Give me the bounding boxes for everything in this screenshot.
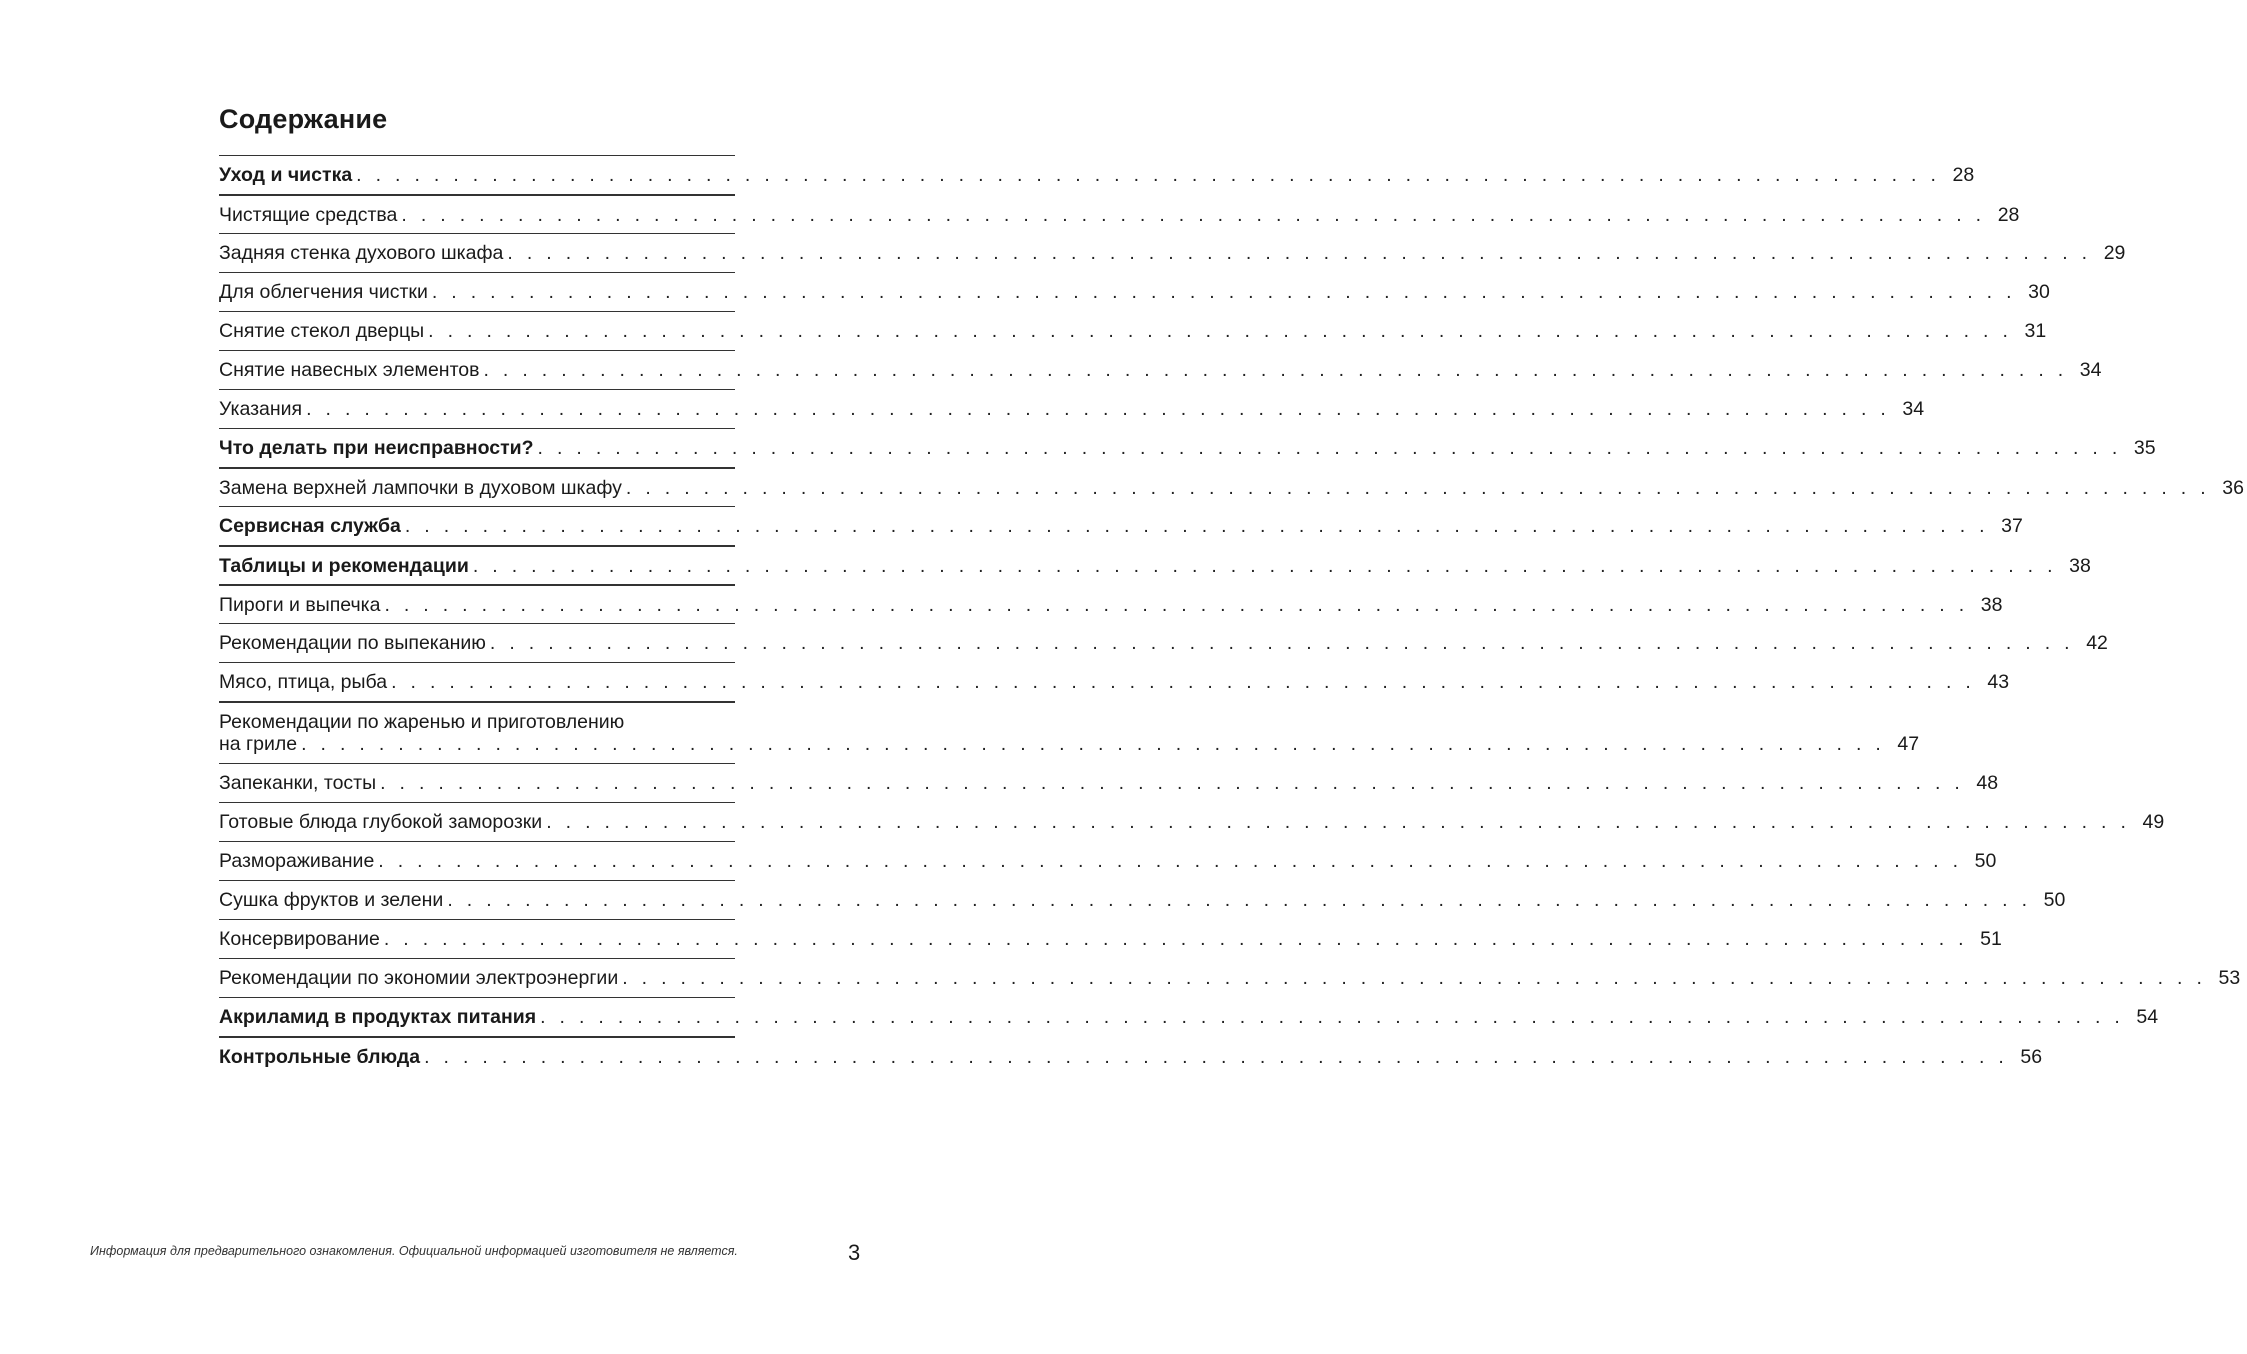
toc-page-number: 53 <box>2218 967 2241 989</box>
toc-page-number: 51 <box>1980 928 2002 950</box>
toc-entry-title: Таблицы и рекомендации <box>219 555 469 577</box>
toc-entry-title: Контрольные блюда <box>219 1046 421 1068</box>
toc-entry[interactable] <box>219 311 2047 350</box>
toc-entry[interactable] <box>219 802 2165 841</box>
toc-entry-title: Чистящие средства <box>219 204 398 226</box>
toc-page-number: 50 <box>1974 850 1997 872</box>
toc-entry[interactable] <box>219 272 2050 311</box>
toc-page-number: 34 <box>1902 398 1925 420</box>
toc-leader-dots: . . . . . . . . . . . . . . . . . . . . . . . . . . . . . . . . . . . . . . . . . . . . . . . . . . . . . . . . . . . . . . . . . . . . . . . . . . . . . . . . . . <box>625 477 2210 499</box>
toc-entry-title: Готовые блюда глубокой заморозки <box>219 811 543 833</box>
toc-leader-dots: . . . . . . . . . . . . . . . . . . . . . . . . . . . . . . . . . . . . . . . . . . . . . . . . . . . . . . . . . . . . . . . . . . . . . . . . . . . . . . . . . . <box>540 1006 2125 1028</box>
toc-page-number: 50 <box>2043 889 2066 911</box>
toc-leader-dots: . . . . . . . . . . . . . . . . . . . . . . . . . . . . . . . . . . . . . . . . . . . . . . . . . . . . . . . . . . . . . . . . . . . . . . . . . . . . . . . . . . <box>404 515 1989 537</box>
toc-entry-title: Запеканки, тосты <box>219 772 377 794</box>
toc-entry-title: Пироги и выпечка <box>219 594 381 616</box>
toc-entry-title: Мясо, птица, рыба <box>219 671 388 693</box>
toc-page-number: 30 <box>2028 281 2050 303</box>
toc-leader-dots: . . . . . . . . . . . . . . . . . . . . . . . . . . . . . . . . . . . . . . . . . . . . . . . . . . . . . . . . . . . . . . . . . . . . . . . . . . . . . . . . . . <box>424 1046 2009 1068</box>
toc-entry-title: Рекомендации по экономии электроэнергии <box>219 967 619 989</box>
toc-leader-dots: . . . . . . . . . . . . . . . . . . . . . . . . . . . . . . . . . . . . . . . . . . . . . . . . . . . . . . . . . . . . . . . . . . . . . . . . . . . . . . . . . . <box>622 967 2207 989</box>
toc-leader-dots: . . . . . . . . . . . . . . . . . . . . . . . . . . . . . . . . . . . . . . . . . . . . . . . . . . . . . . . . . . . . . . . . . . . . . . . . . . . . . . . . . . <box>537 437 2122 459</box>
toc-entry[interactable] <box>219 545 2091 584</box>
toc-entry-title: Сушка фруктов и зелени <box>219 889 444 911</box>
toc-page-number: 43 <box>1987 671 2010 693</box>
toc-entry-title: Указания <box>219 398 303 420</box>
toc-leader-dots: . . . . . . . . . . . . . . . . . . . . . . . . . . . . . . . . . . . . . . . . . . . . . . . . . . . . . . . . . . . . . . . . . . . . . . . . . . . . . . . . . . <box>401 204 1986 226</box>
toc-entry[interactable] <box>219 389 1925 428</box>
toc-leader-dots: . . . . . . . . . . . . . . . . . . . . . . . . . . . . . . . . . . . . . . . . . . . . . . . . . . . . . . . . . . . . . . . . . . . . . . . . . . . . . . . . . . <box>383 928 1968 950</box>
toc-entry-title: Замена верхней лампочки в духовом шкафу <box>219 477 622 499</box>
toc-entry-title: Задняя стенка духового шкафа <box>219 242 504 264</box>
footer-disclaimer: Информация для предварительного ознакомления. Официальной информацией изготовителя не является. <box>90 1244 738 1258</box>
toc-entry-title: Для облегчения чистки <box>219 281 428 303</box>
toc-leader-dots: . . . . . . . . . . . . . . . . . . . . . . . . . . . . . . . . . . . . . . . . . . . . . . . . . . . . . . . . . . . . . . . . . . . . . . . . . . . . . . . . . . <box>483 359 2068 381</box>
toc-entry-title: Акриламид в продуктах питания <box>219 1006 537 1028</box>
toc-entry[interactable] <box>219 467 2244 506</box>
toc-page-number: 38 <box>2069 555 2091 577</box>
toc-page-number: 28 <box>1952 164 1975 186</box>
toc-page-number: 42 <box>2086 632 2108 654</box>
toc-leader-dots: . . . . . . . . . . . . . . . . . . . . . . . . . . . . . . . . . . . . . . . . . . . . . . . . . . . . . . . . . . . . . . . . . . . . . . . . . . . . . . . . . . <box>384 594 1969 616</box>
toc-entry[interactable] <box>219 997 2159 1036</box>
toc-page-number: 37 <box>2001 515 2023 537</box>
toc-entry[interactable] <box>219 919 2002 958</box>
toc-leader-dots: . . . . . . . . . . . . . . . . . . . . . . . . . . . . . . . . . . . . . . . . . . . . . . . . . . . . . . . . . . . . . . . . . . . . . . . . . . . . . . . . . . <box>431 281 2016 303</box>
toc-page-number: 38 <box>1980 594 2003 616</box>
toc-leader-dots: . . . . . . . . . . . . . . . . . . . . . . . . . . . . . . . . . . . . . . . . . . . . . . . . . . . . . . . . . . . . . . . . . . . . . . . . . . . . . . . . . . <box>356 164 1941 186</box>
toc-leader-dots: . . . . . . . . . . . . . . . . . . . . . . . . . . . . . . . . . . . . . . . . . . . . . . . . . . . . . . . . . . . . . . . . . . . . . . . . . . . . . . . . . . <box>546 811 2131 833</box>
toc-entry[interactable] <box>219 701 1920 763</box>
toc-page-number: 28 <box>1997 204 2020 226</box>
toc-entry[interactable] <box>219 763 1999 802</box>
toc-entry[interactable] <box>219 233 2126 272</box>
toc-entry[interactable] <box>219 662 2010 701</box>
toc-entry[interactable] <box>219 506 2023 545</box>
page-number: 3 <box>848 1240 861 1265</box>
toc-entry[interactable] <box>219 584 2003 623</box>
toc-page-number: 29 <box>2103 242 2126 264</box>
toc-page-number: 54 <box>2136 1006 2159 1028</box>
table-of-contents <box>219 155 2244 1075</box>
toc-page-number: 48 <box>1976 772 1999 794</box>
page-title: Содержание <box>219 104 388 134</box>
toc-leader-dots: . . . . . . . . . . . . . . . . . . . . . . . . . . . . . . . . . . . . . . . . . . . . . . . . . . . . . . . . . . . . . . . . . . . . . . . . . . . . . . . . . . <box>447 889 2032 911</box>
toc-leader-dots: . . . . . . . . . . . . . . . . . . . . . . . . . . . . . . . . . . . . . . . . . . . . . . . . . . . . . . . . . . . . . . . . . . . . . . . . . . . . . . . . . . <box>428 320 2013 342</box>
toc-entry-title: Сервисная служба <box>219 515 401 537</box>
toc-entry-title: Консервирование <box>219 928 380 950</box>
toc-entry-title: Размораживание <box>219 850 375 872</box>
toc-entry[interactable] <box>219 880 2066 919</box>
toc-entry-title-continuation: на гриле <box>219 733 298 755</box>
toc-page-number: 31 <box>2024 320 2047 342</box>
toc-entry[interactable] <box>219 428 2156 467</box>
toc-page-number: 47 <box>1897 733 1920 755</box>
toc-entry[interactable] <box>219 1036 2043 1075</box>
toc-entry-title: Рекомендации по жаренью и приготовлению <box>219 711 625 733</box>
toc-page-number: 35 <box>2133 437 2156 459</box>
toc-entry-title: Снятие стекол дверцы <box>219 320 425 342</box>
toc-leader-dots: . . . . . . . . . . . . . . . . . . . . . . . . . . . . . . . . . . . . . . . . . . . . . . . . . . . . . . . . . . . . . . . . . . . . . . . . . . . . . . . . . . <box>391 671 1976 693</box>
toc-page-number: 49 <box>2142 811 2165 833</box>
toc-entry[interactable] <box>219 194 2020 233</box>
toc-entry[interactable] <box>219 623 2108 662</box>
toc-entry[interactable] <box>219 958 2241 997</box>
toc-page-number: 34 <box>2079 359 2102 381</box>
toc-page-number: 56 <box>2020 1046 2043 1068</box>
toc-entry-title: Снятие навесных элементов <box>219 359 480 381</box>
toc-leader-dots: . . . . . . . . . . . . . . . . . . . . . . . . . . . . . . . . . . . . . . . . . . . . . . . . . . . . . . . . . . . . . . . . . . . . . . . . . . . . . . . . . . <box>380 772 1965 794</box>
toc-entry[interactable] <box>219 350 2102 389</box>
toc-entry-title: Что делать при неисправности? <box>219 437 534 459</box>
toc-leader-dots: . . . . . . . . . . . . . . . . . . . . . . . . . . . . . . . . . . . . . . . . . . . . . . . . . . . . . . . . . . . . . . . . . . . . . . . . . . . . . . . . . . <box>306 398 1891 420</box>
toc-page-number: 36 <box>2222 477 2244 499</box>
toc-entry-title: Рекомендации по выпеканию <box>219 632 486 654</box>
toc-leader-dots: . . . . . . . . . . . . . . . . . . . . . . . . . . . . . . . . . . . . . . . . . . . . . . . . . . . . . . . . . . . . . . . . . . . . . . . . . . . . . . . . . . <box>301 733 1886 755</box>
toc-leader-dots: . . . . . . . . . . . . . . . . . . . . . . . . . . . . . . . . . . . . . . . . . . . . . . . . . . . . . . . . . . . . . . . . . . . . . . . . . . . . . . . . . . <box>507 242 2092 264</box>
toc-entry[interactable] <box>219 155 1975 194</box>
toc-entry[interactable] <box>219 841 1997 880</box>
toc-leader-dots: . . . . . . . . . . . . . . . . . . . . . . . . . . . . . . . . . . . . . . . . . . . . . . . . . . . . . . . . . . . . . . . . . . . . . . . . . . . . . . . . . . <box>378 850 1963 872</box>
toc-leader-dots: . . . . . . . . . . . . . . . . . . . . . . . . . . . . . . . . . . . . . . . . . . . . . . . . . . . . . . . . . . . . . . . . . . . . . . . . . . . . . . . . . . <box>489 632 2074 654</box>
toc-entry-title: Уход и чистка <box>219 164 353 186</box>
toc-leader-dots: . . . . . . . . . . . . . . . . . . . . . . . . . . . . . . . . . . . . . . . . . . . . . . . . . . . . . . . . . . . . . . . . . . . . . . . . . . . . . . . . . . <box>472 555 2057 577</box>
